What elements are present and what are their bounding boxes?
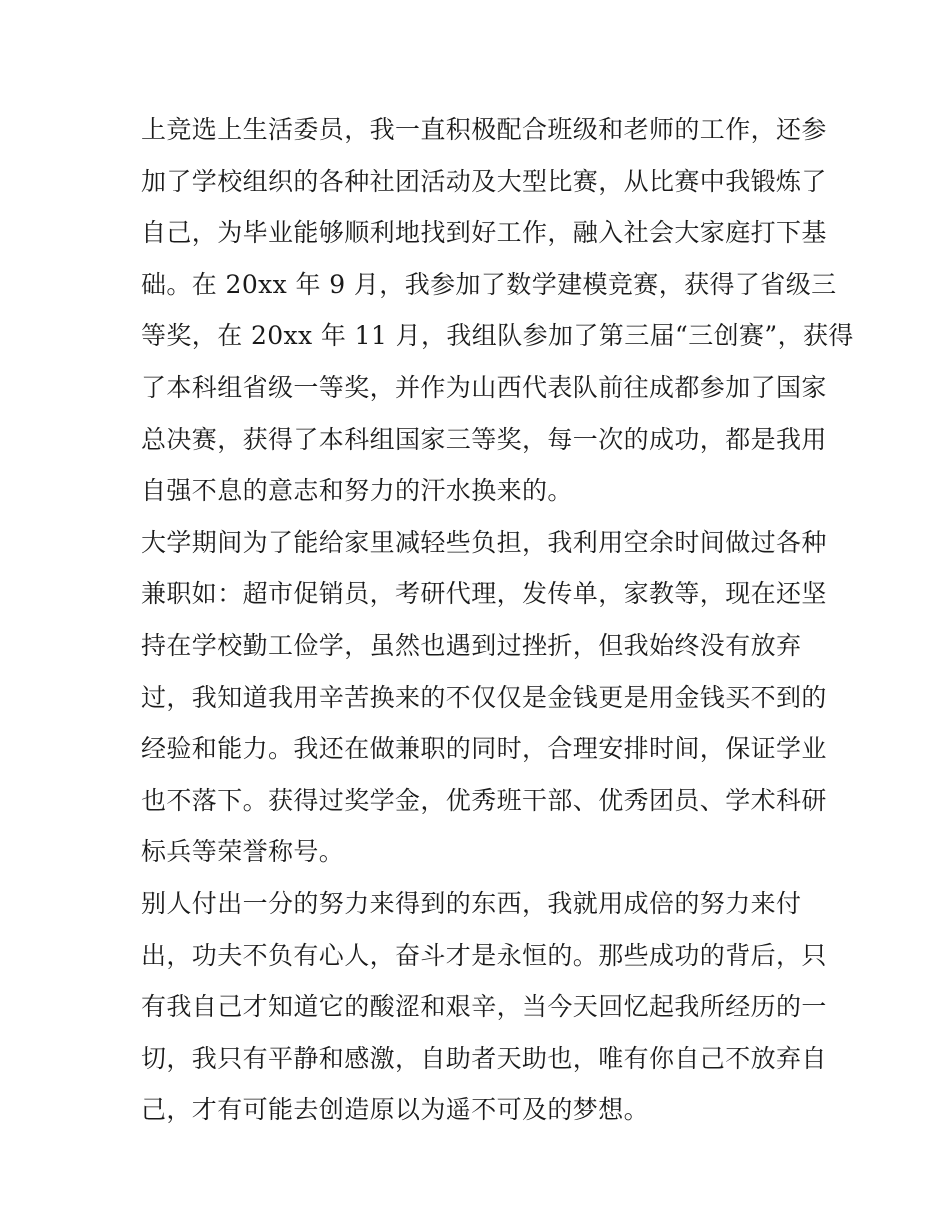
text-line: 己，才有可能去创造原以为遥不可及的梦想。 bbox=[141, 1095, 650, 1125]
text-line: 标兵等荣誉称号。 bbox=[141, 837, 345, 867]
text-line: 大学期间为了能给家里减轻些负担，我利用空余时间做过各种 bbox=[141, 527, 827, 557]
text-line: 持在学校勤工俭学，虽然也遇到过挫折，但我始终没有放弃 bbox=[141, 630, 802, 660]
text-line: 过，我知道我用辛苦换来的不仅仅是金钱更是用金钱买不到的 bbox=[141, 682, 827, 712]
text-line: 兼职如：超市促销员，考研代理，发传单，家教等，现在还坚 bbox=[141, 579, 827, 609]
text-line: 有我自己才知道它的酸涩和艰辛，当今天回忆起我所经历的一 bbox=[141, 992, 827, 1022]
text-line: 自强不息的意志和努力的汗水换来的。 bbox=[141, 476, 573, 506]
text-line: 加了学校组织的各种社团活动及大型比赛，从比赛中我锻炼了 bbox=[141, 166, 827, 196]
text-line: 等奖，在 20xx 年 11 月，我组队参加了第三届“三创赛”，获得 bbox=[141, 321, 854, 351]
text-line: 了本科组省级一等奖，并作为山西代表队前往成都参加了国家 bbox=[141, 372, 827, 402]
text-line: 出，功夫不负有心人，奋斗才是永恒的。那些成功的背后，只 bbox=[141, 940, 827, 970]
text-line: 经验和能力。我还在做兼职的同时，合理安排时间，保证学业 bbox=[141, 734, 827, 764]
body-text bbox=[141, 104, 854, 1136]
text-line: 总决赛，获得了本科组国家三等奖，每一次的成功，都是我用 bbox=[141, 424, 827, 454]
text-line: 上竞选上生活委员，我一直积极配合班级和老师的工作，还参 bbox=[141, 115, 827, 144]
text-line: 础。在 20xx 年 9 月，我参加了数学建模竞赛，获得了省级三 bbox=[141, 269, 837, 299]
text-line: 切，我只有平静和感激，自助者天助也，唯有你自己不放弃自 bbox=[141, 1043, 827, 1073]
text-line: 自己，为毕业能够顺利地找到好工作，融入社会大家庭打下基 bbox=[141, 218, 827, 248]
text-line: 别人付出一分的努力来得到的东西，我就用成倍的努力来付 bbox=[141, 888, 802, 918]
text-line: 也不落下。获得过奖学金，优秀班干部、优秀团员、学术科研 bbox=[141, 785, 827, 815]
